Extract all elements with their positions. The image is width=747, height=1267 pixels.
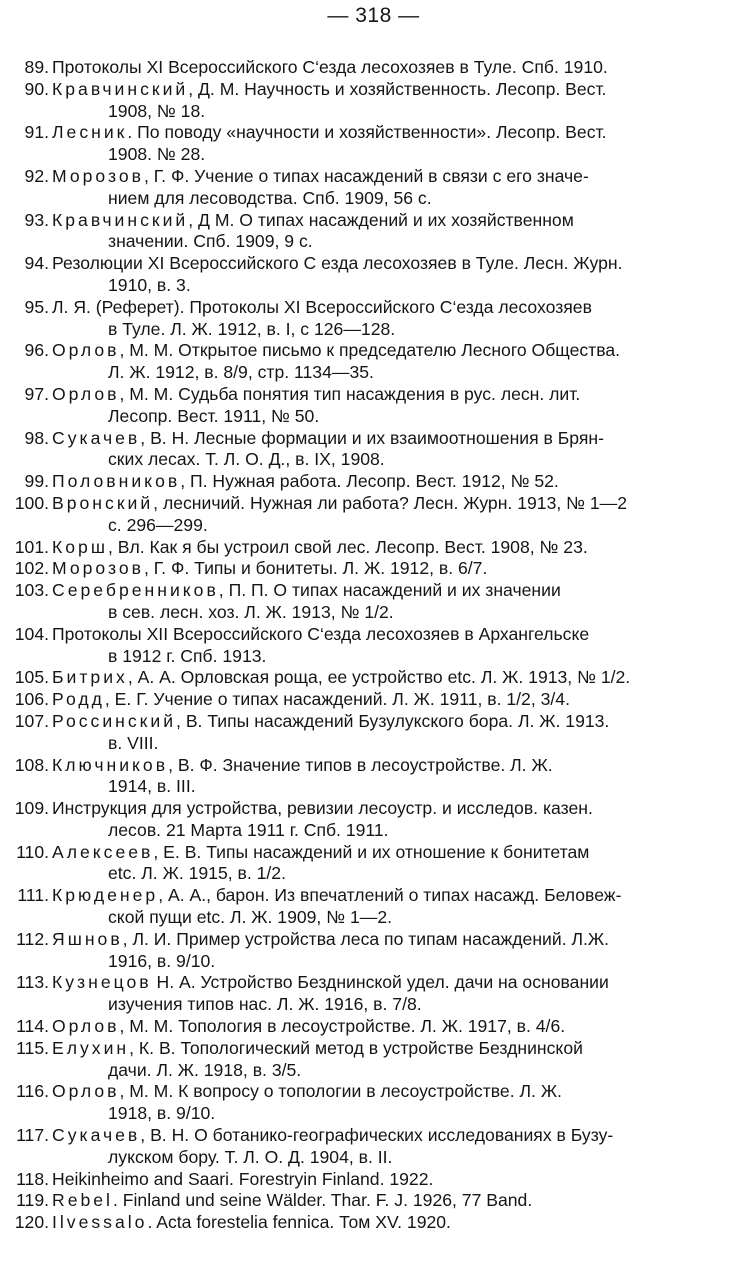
reference-author: Серебренников: [52, 580, 219, 601]
reference-first-line: [52, 667, 725, 689]
reference-author: Лесник: [52, 122, 128, 143]
reference-entry: [0, 711, 747, 755]
reference-number: 117.: [16, 1125, 49, 1146]
reference-first-line: [52, 1169, 725, 1191]
reference-number: 91.: [24, 122, 49, 143]
reference-text: , М. М. Судьба понятия тип насаждения в рус. лесн. лит.: [119, 383, 581, 404]
reference-first-line: [52, 689, 725, 711]
reference-continuation-line: [52, 776, 725, 798]
reference-continuation-line: [52, 602, 725, 624]
reference-entry: [0, 493, 747, 537]
reference-number: 93.: [24, 209, 49, 230]
reference-number: 99.: [24, 471, 49, 492]
reference-text: 1914, в. III.: [108, 776, 196, 797]
reference-entry: [0, 57, 747, 79]
reference-text: 1910, в. 3.: [108, 274, 191, 295]
reference-text: , Е. В. Типы насаждений и их отношение к бонитетам: [153, 841, 590, 862]
reference-author: Ilvessalo: [52, 1212, 148, 1233]
reference-continuation-line: [52, 144, 725, 166]
reference-entry: [0, 1081, 747, 1125]
reference-text: , М. М. Открытое письмо к председателю Лесного Общества.: [119, 340, 621, 361]
reference-number: 108.: [14, 754, 49, 775]
reference-first-line: [52, 711, 725, 733]
reference-entry: [0, 166, 747, 210]
reference-text: 1908, № 18.: [108, 100, 206, 121]
reference-author: Крюденер: [52, 885, 159, 906]
reference-entry: [0, 340, 747, 384]
reference-author: Орлов: [52, 340, 120, 361]
reference-author: Битрих: [52, 667, 128, 688]
reference-number: 90.: [24, 78, 49, 99]
reference-continuation-line: [52, 820, 725, 842]
reference-first-line: [52, 842, 725, 864]
reference-continuation-line: [52, 515, 725, 537]
reference-continuation-line: [52, 449, 725, 471]
reference-entry: [0, 689, 747, 711]
reference-number: 115.: [16, 1037, 49, 1058]
reference-text: 1916, в. 9/10.: [108, 950, 216, 971]
reference-entry: [0, 558, 747, 580]
reference-entry: [0, 972, 747, 1016]
reference-text: в 1912 г. Спб. 1913.: [108, 645, 267, 666]
reference-first-line: [52, 384, 725, 406]
reference-text: Лесопр. Вест. 1911, № 50.: [108, 405, 320, 426]
reference-text: в Туле. Л. Ж. 1912, в. I, с 126—128.: [108, 318, 396, 339]
reference-text: , Г. Ф. Учение о типах насаждений в связи с его значе-: [144, 165, 589, 186]
reference-text: , Г. Ф. Типы и бонитеты. Л. Ж. 1912, в. 6/7.: [144, 558, 488, 579]
reference-text: , В. Ф. Значение типов в лесоустройстве. Л. Ж.: [168, 754, 553, 775]
reference-continuation-line: [52, 362, 725, 384]
reference-entry: [0, 798, 747, 842]
reference-text: , К. В. Топологический метод в устройстве Безднинской: [129, 1037, 583, 1058]
reference-entry: [0, 580, 747, 624]
reference-text: , М. М. К вопросу о топологии в лесоустройстве. Л. Ж.: [119, 1081, 562, 1102]
reference-first-line: [52, 471, 725, 493]
reference-continuation-line: [52, 231, 725, 253]
reference-number: 104.: [14, 623, 49, 644]
reference-first-line: [52, 297, 725, 319]
reference-continuation-line: [52, 951, 725, 973]
reference-entry: [0, 297, 747, 341]
reference-text: , П. Нужная работа. Лесопр. Вест. 1912, № 52.: [180, 471, 559, 492]
reference-text: , Е. Г. Учение о типах насаждений. Л. Ж. 1911, в. 1/2, 3/4.: [104, 689, 570, 710]
reference-author: Россинский: [52, 710, 177, 731]
reference-text: Протоколы XI Всероссийского С‘езда лесохозяев в Туле. Спб. 1910.: [52, 57, 608, 77]
reference-continuation-line: [52, 319, 725, 341]
reference-continuation-line: [52, 1147, 725, 1169]
reference-text: 1918, в. 9/10.: [108, 1103, 216, 1124]
reference-text: дачи. Л. Ж. 1918, в. 3/5.: [108, 1059, 302, 1080]
reference-entry: [0, 1038, 747, 1082]
reference-number: 102.: [14, 558, 49, 579]
reference-text: 1908. № 28.: [108, 144, 206, 165]
reference-entry: [0, 929, 747, 973]
reference-author: Ключников: [52, 754, 169, 775]
reference-first-line: [52, 493, 725, 515]
reference-number: 97.: [24, 383, 49, 404]
reference-continuation-line: [52, 101, 725, 123]
reference-number: 106.: [14, 689, 49, 710]
reference-number: 100.: [14, 492, 49, 513]
reference-author: Сукачев: [52, 427, 141, 448]
reference-text: с. 296—299.: [108, 514, 208, 535]
reference-first-line: [52, 885, 725, 907]
reference-author: Родд: [52, 689, 105, 710]
reference-text: . Finland und seine Wälder. Thar. F. J. 1926, 77 Band.: [112, 1190, 533, 1211]
reference-number: 113.: [16, 972, 49, 993]
reference-entry: [0, 1016, 747, 1038]
reference-number: 95.: [24, 296, 49, 317]
reference-first-line: [52, 340, 725, 362]
reference-text: , Вл. Как я бы устроил свой лес. Лесопр. Вест. 1908, № 23.: [107, 536, 588, 557]
reference-number: 118.: [16, 1168, 49, 1189]
reference-text: , В. Н. Лесные формации и их взаимоотношения в Брян-: [140, 427, 604, 448]
reference-author: Елухин: [52, 1037, 130, 1058]
reference-author: Вронский: [52, 492, 154, 513]
reference-number: 96.: [24, 340, 49, 361]
reference-first-line: [52, 253, 725, 275]
reference-continuation-line: [52, 1060, 725, 1082]
reference-continuation-line: [52, 863, 725, 885]
reference-author: Корш: [52, 536, 108, 557]
page-number: — 318 —: [327, 4, 420, 27]
reference-first-line: [52, 1081, 725, 1103]
reference-entry: [0, 1169, 747, 1191]
reference-entry: [0, 537, 747, 559]
reference-entry: [0, 428, 747, 472]
reference-number: 120.: [14, 1212, 49, 1233]
reference-text: Heikinheimo and Saari. Forestryin Finland. 1922.: [52, 1168, 434, 1189]
reference-entry: [0, 471, 747, 493]
reference-number: 98.: [24, 427, 49, 448]
reference-text: лукском бору. Т. Л. О. Д. 1904, в. II.: [108, 1146, 393, 1167]
reference-number: 107.: [14, 710, 49, 731]
reference-first-line: [52, 1190, 725, 1212]
reference-entry: [0, 253, 747, 297]
reference-first-line: [52, 428, 725, 450]
reference-author: Кравчинский: [52, 209, 189, 230]
reference-author: Кузнецов: [52, 972, 152, 993]
reference-author: Яшнов: [52, 928, 123, 949]
reference-entry: [0, 842, 747, 886]
reference-entry: [0, 885, 747, 929]
reference-text: изучения типов нас. Л. Ж. 1916, в. 7/8.: [108, 994, 422, 1015]
reference-author: Орлов: [52, 1081, 120, 1102]
reference-author: Половников: [52, 471, 181, 492]
reference-text: etc. Л. Ж. 1915, в. 1/2.: [108, 863, 286, 884]
reference-first-line: [52, 537, 725, 559]
reference-text: , лесничий. Нужная ли работа? Лесн. Журн. 1913, № 1—2: [153, 492, 628, 513]
reference-first-line: [52, 624, 725, 646]
reference-text: в сев. лесн. хоз. Л. Ж. 1913, № 1/2.: [108, 601, 394, 622]
reference-first-line: [52, 580, 725, 602]
reference-number: 92.: [24, 165, 49, 186]
reference-entry: [0, 79, 747, 123]
reference-number: 112.: [16, 928, 49, 949]
reference-author: Алексеев: [52, 841, 154, 862]
reference-text: , Д. М. Научность и хозяйственность. Лесопр. Вест.: [188, 78, 607, 99]
reference-first-line: [52, 1125, 725, 1147]
reference-first-line: [52, 1212, 725, 1234]
reference-first-line: [52, 166, 725, 188]
reference-entry: [0, 755, 747, 799]
reference-author: Морозов: [52, 165, 145, 186]
reference-continuation-line: [52, 994, 725, 1016]
reference-entry: [0, 1212, 747, 1234]
reference-author: Орлов: [52, 1016, 120, 1037]
reference-text: Н. А. Устройство Безднинской удел. дачи на основании: [151, 972, 609, 993]
reference-first-line: [52, 1038, 725, 1060]
reference-first-line: [52, 558, 725, 580]
reference-number: 105.: [14, 667, 49, 688]
reference-first-line: [52, 210, 725, 232]
reference-text: ской пущи etc. Л. Ж. 1909, № 1—2.: [108, 907, 393, 928]
reference-text: ских лесах. Т. Л. О. Д., в. IX, 1908.: [108, 449, 385, 470]
reference-author: Кравчинский: [52, 78, 189, 99]
reference-list: [0, 57, 747, 1234]
reference-first-line: [52, 79, 725, 101]
reference-first-line: [52, 122, 725, 144]
reference-first-line: [52, 929, 725, 951]
reference-text: , Д М. О типах насаждений и их хозяйственном: [188, 209, 574, 230]
reference-text: Протоколы XII Всероссийского С‘езда лесохозяев в Архангельске: [52, 623, 590, 644]
reference-text: в. VIII.: [108, 732, 159, 753]
reference-entry: [0, 1125, 747, 1169]
reference-text: , В. Типы насаждений Бузулукского бора. Л. Ж. 1913.: [176, 710, 610, 731]
reference-first-line: [52, 57, 725, 79]
reference-text: , П. П. О типах насаждений и их значении: [218, 580, 561, 601]
reference-number: 114.: [16, 1016, 49, 1037]
reference-number: 116.: [16, 1081, 49, 1102]
reference-text: , А. А. Орловская роща, ее устройство etc. Л. Ж. 1913, № 1/2.: [127, 667, 631, 688]
reference-first-line: [52, 755, 725, 777]
reference-continuation-line: [52, 1103, 725, 1125]
reference-continuation-line: [52, 646, 725, 668]
reference-first-line: [52, 972, 725, 994]
reference-author: Морозов: [52, 558, 145, 579]
reference-author: Орлов: [52, 383, 120, 404]
reference-number: 103.: [14, 580, 49, 601]
reference-number: 119.: [16, 1190, 49, 1211]
reference-text: значении. Спб. 1909, 9 с.: [108, 231, 313, 252]
reference-continuation-line: [52, 188, 725, 210]
reference-continuation-line: [52, 406, 725, 428]
reference-text: , Л. И. Пример устройства леса по типам насаждений. Л.Ж.: [122, 928, 610, 949]
reference-entry: [0, 667, 747, 689]
reference-text: Л. Ж. 1912, в. 8/9, стр. 1134—35.: [108, 362, 374, 383]
reference-text: Резолюции XI Всероссийского С езда лесохозяев в Туле. Лесн. Журн.: [52, 253, 623, 274]
reference-number: 110.: [16, 841, 49, 862]
reference-text: лесов. 21 Марта 1911 г. Спб. 1911.: [108, 819, 389, 840]
reference-continuation-line: [52, 275, 725, 297]
reference-number: 89.: [24, 57, 49, 77]
reference-text: нием для лесоводства. Спб. 1909, 56 с.: [108, 187, 432, 208]
reference-entry: [0, 210, 747, 254]
reference-first-line: [52, 798, 725, 820]
reference-text: . Acta forestelia fennica. Том XV. 1920.: [147, 1212, 451, 1233]
reference-continuation-line: [52, 733, 725, 755]
reference-number: 109.: [14, 798, 49, 819]
reference-author: Сукачев: [52, 1125, 141, 1146]
reference-first-line: [52, 1016, 725, 1038]
reference-entry: [0, 624, 747, 668]
reference-text: . По поводу «научности и хозяйственности». Лесопр. Вест.: [127, 122, 607, 143]
reference-number: 111.: [17, 885, 49, 906]
reference-entry: [0, 122, 747, 166]
reference-number: 101.: [14, 536, 49, 557]
reference-text: , В. Н. О ботанико-географических исследованиях в Бузу-: [140, 1125, 614, 1146]
reference-number: 94.: [24, 253, 49, 274]
reference-entry: [0, 384, 747, 428]
reference-text: Л. Я. (Реферет). Протоколы XI Всероссийского С‘езда лесохозяев: [52, 296, 592, 317]
reference-entry: [0, 1190, 747, 1212]
reference-author: Rebel: [52, 1190, 113, 1211]
reference-text: , А. А., барон. Из впечатлений о типах насажд. Беловеж-: [158, 885, 622, 906]
reference-text: Инструкция для устройства, ревизии лесоустр. и исследов. казен.: [52, 798, 593, 819]
reference-continuation-line: [52, 907, 725, 929]
reference-text: , М. М. Топология в лесоустройстве. Л. Ж. 1917, в. 4/6.: [119, 1016, 566, 1037]
